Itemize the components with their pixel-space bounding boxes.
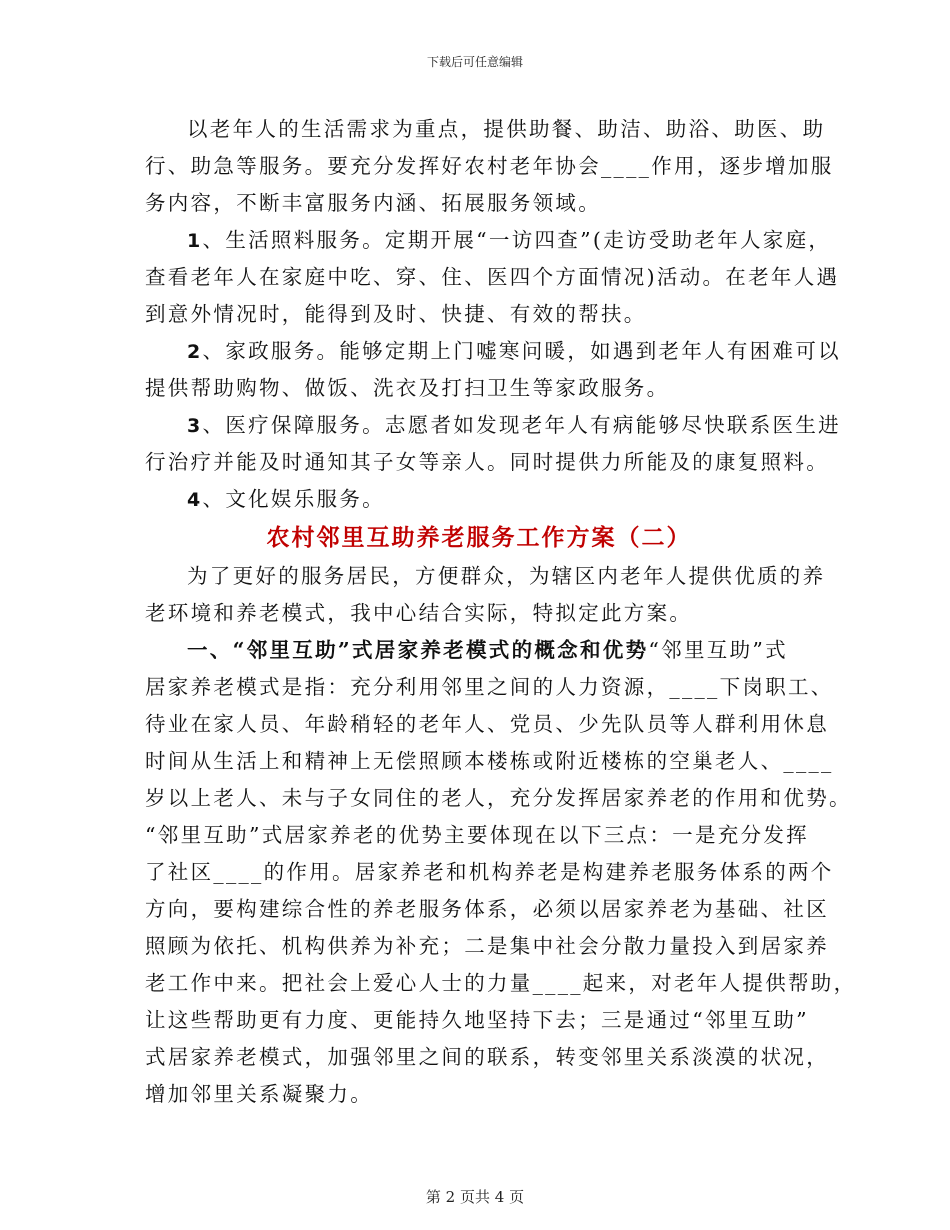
page-header: 下载后可任意编辑 [426,55,523,69]
list-item-2 [145,333,841,370]
list-item-4 [145,481,813,518]
paragraph-line: 居家养老模式是指：充分利用邻里之间的人力资源，____下岗职工、 [145,675,834,699]
paragraph-line: 照顾为依托、机构供养为补充；二是集中社会分散力量投入到居家养 [145,934,829,958]
list-item-1 [145,222,832,259]
paragraph-line: 查看老年人在家庭中吃、穿、住、医四个方面情况)活动。在老年人遇 [145,265,840,289]
paragraph-line: 了社区____的作用。居家养老和机构养老是构建养老服务体系的两个 [145,860,834,884]
paragraph-line: 增加邻里关系凝聚力。 [145,1082,373,1106]
list-number: 1 [187,230,203,252]
document-body [145,111,857,1113]
paragraph-line: 以老年人的生活需求为重点，提供助餐、助洁、助浴、助医、助 [187,117,826,141]
paragraph-line: 方向，要构建综合性的养老服务体系，必须以居家养老为基础、社区 [145,897,829,921]
paragraph-line: 行、助急等服务。要充分发挥好农村老年协会____作用，逐步增加服 [145,154,834,178]
list-number: 3 [187,415,203,437]
heading-text: 一、“邻里互助”式居家养老模式的概念和优势 [187,638,649,662]
paragraph-text: 、医疗保障服务。志愿者如发现老年人有病能够尽快联系医生进 [202,413,841,437]
paragraph-text: 、家政服务。能够定期上门嘘寒问暖，如遇到老年人有困难可以 [202,339,841,363]
paragraph-line: 务内容，不断丰富服务内涵、拓展服务领域。 [145,191,601,215]
paragraph-line: 到意外情况时，能得到及时、快捷、有效的帮扶。 [145,302,647,326]
paragraph-line: 待业在家人员、年龄稍轻的老年人、党员、少先队员等人群利用休息 [145,712,829,736]
list-item-3 [145,407,841,444]
subsection-heading [145,632,813,669]
list-number: 2 [187,341,203,363]
paragraph-line: 提供帮助购物、做饭、洗衣及打扫卫生等家政服务。 [145,376,670,400]
paragraph-line: 岁以上老人、未与子女同住的老人，充分发挥居家养老的作用和优势。 [145,786,852,810]
paragraph-line: 为了更好的服务居民，方便群众，为辖区内老年人提供优质的养 [187,564,826,588]
paragraph-line: 行治疗并能及时通知其子女等亲人。同时提供力所能及的康复照料。 [145,450,829,474]
paragraph-line: 老工作中来。把社会上爱心人士的力量____起来，对老年人提供帮助， [145,971,857,995]
list-number: 4 [187,489,203,511]
section-title: 农村邻里互助养老服务工作方案（二） [266,524,692,551]
paragraph-text: 、生活照料服务。定期开展“一访四查”(走访受助老年人家庭， [202,228,832,252]
page-footer: 第 2 页共 4 页 [425,1188,525,1206]
paragraph-line: 时间从生活上和精神上无偿照顾本楼栋或附近楼栋的空巢老人、____ [145,749,834,773]
paragraph-line: 式居家养老模式，加强邻里之间的联系，转变邻里关系淡漠的状况， [145,1045,829,1069]
paragraph-line: 让这些帮助更有力度、更能持久地坚持下去；三是通过“邻里互助” [145,1008,809,1032]
paragraph-line: “邻里互助”式居家养老的优势主要体现在以下三点：一是充分发挥 [145,823,809,847]
paragraph-line: 老环境和养老模式，我中心结合实际，特拟定此方案。 [145,601,693,625]
heading-tail-text: “邻里互助”式 [648,638,788,662]
paragraph-text: 、文化娱乐服务。 [202,487,385,511]
